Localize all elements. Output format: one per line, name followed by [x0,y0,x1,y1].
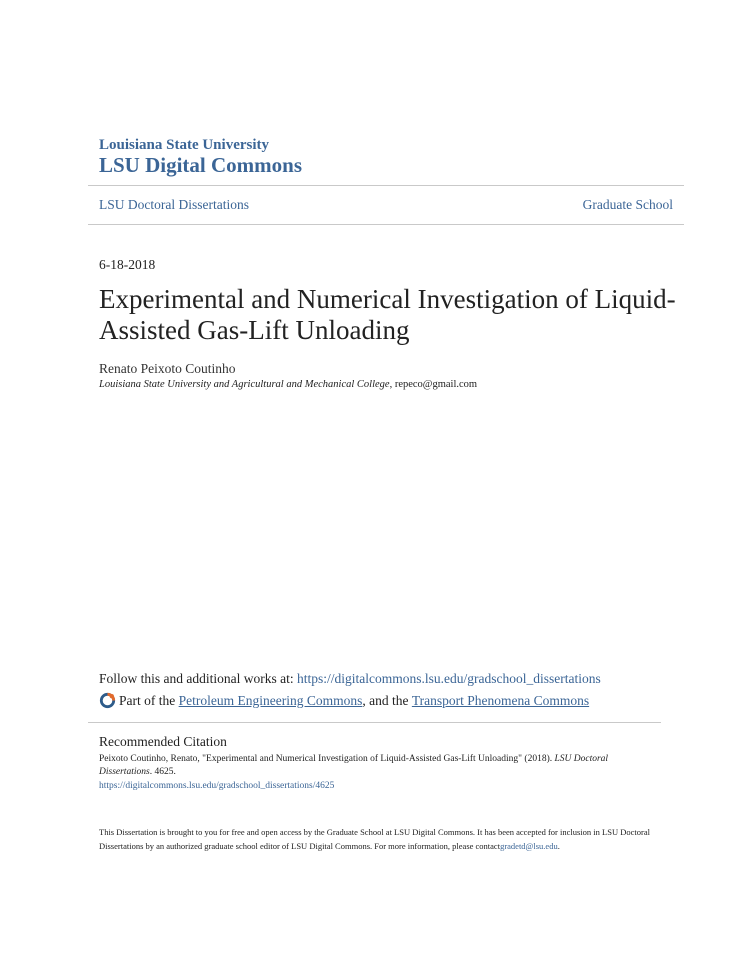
follow-label: Follow this and additional works at: [99,671,294,686]
publication-date: 6-18-2018 [99,257,156,272]
petroleum-engineering-commons-link[interactable]: Petroleum Engineering Commons [178,692,363,708]
graduate-school-link[interactable]: Graduate School [582,197,673,212]
citation-url-link[interactable]: https://digitalcommons.lsu.edu/gradschool_dissertations/4625 [99,781,335,791]
citation-journal: LSU Doctoral Dissertations [99,754,609,777]
citation-heading: Recommended Citation [99,734,227,749]
series-link[interactable]: LSU Doctoral Dissertations [99,197,249,212]
footer-end: . [557,841,560,851]
divider-citation [88,722,661,723]
part-of-line [99,692,589,709]
part-of-middle: , and the [362,692,409,708]
author-affiliation [99,379,477,390]
transport-phenomena-commons-link[interactable]: Transport Phenomena Commons [411,692,590,708]
divider-top [88,185,684,186]
author-email: repeco@gmail.com [394,379,478,390]
citation-text [99,753,659,779]
affiliation-name: Louisiana State University and Agricultural and Mechanical College [99,379,390,390]
institution-name: Louisiana State University [99,137,270,153]
contact-email-link[interactable]: gradetd@lsu.edu [500,841,558,851]
bepress-network-icon [99,692,116,709]
document-title: Experimental and Numerical Investigation of Liquid-Assisted Gas-Lift Unloading [99,284,676,345]
affiliation-separator: , [389,379,395,390]
follow-url-link[interactable]: https://digitalcommons.lsu.edu/gradschool_dissertations [297,671,601,686]
part-of-prefix: Part of the [119,692,176,708]
divider-header-bottom [88,224,684,225]
citation-main: Peixoto Coutinho, Renato, "Experimental and Numerical Investigation of Liquid-Assisted Gas-Lift Unloading" (2018). [99,754,553,764]
follow-line [99,671,601,687]
repository-name[interactable]: LSU Digital Commons [99,153,303,177]
citation-number: . 4625. [149,767,176,777]
footer-notice [99,825,659,853]
author-name: Renato Peixoto Coutinho [99,361,236,376]
footer-text: This Dissertation is brought to you for free and open access by the Graduate School at LSU Digital Commons. It has been accepted for inclusion in LSU Doctoral Dissertations by an authorized graduate school editor of LSU Digital Commons. For more information, please contact [99,827,650,851]
